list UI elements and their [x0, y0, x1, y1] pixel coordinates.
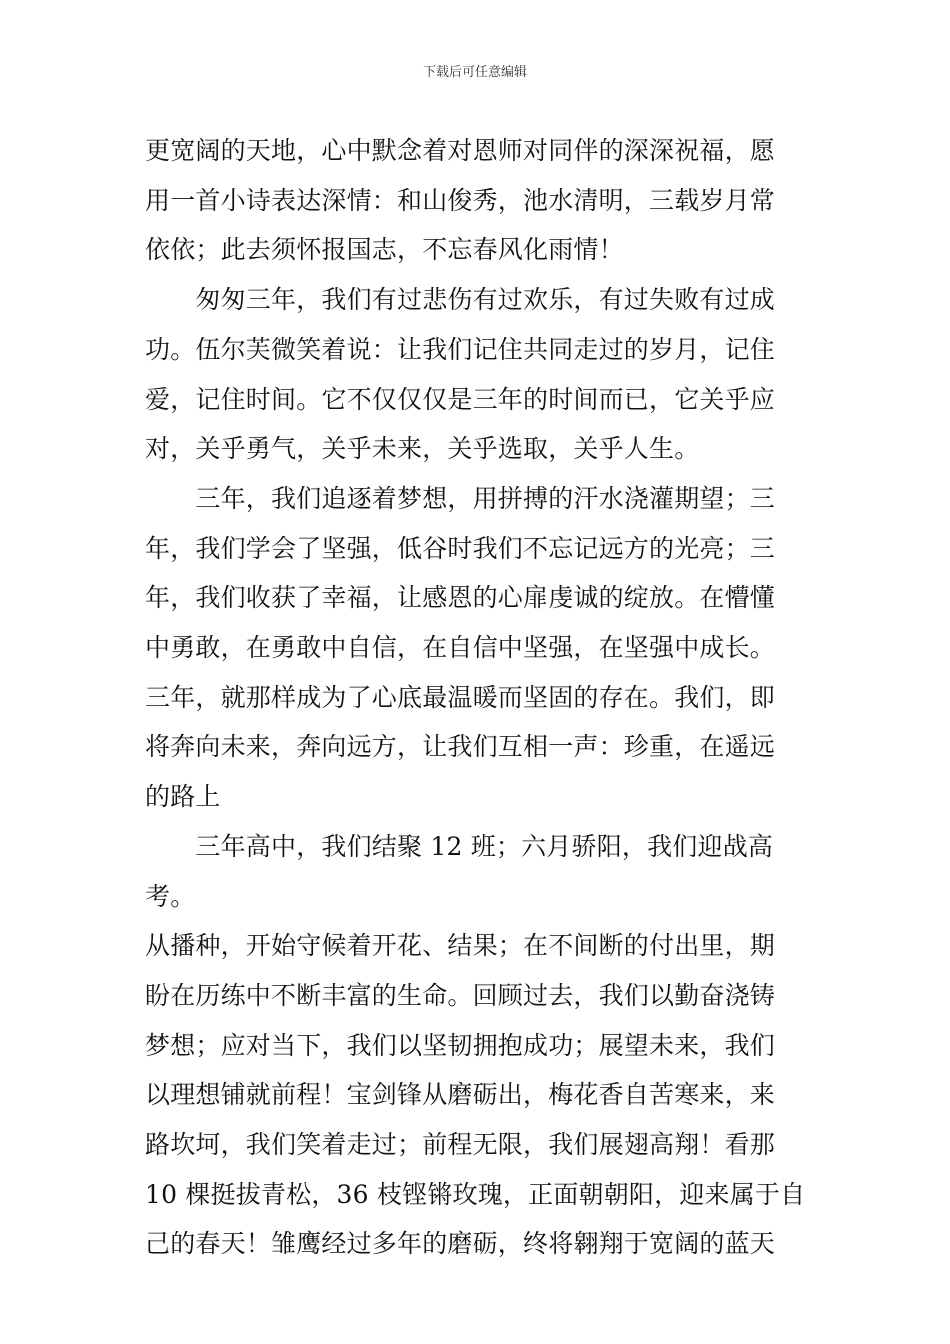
page-header-note: 下载后可任意编辑: [422, 65, 527, 80]
paragraph-2: 匆匆三年，我们有过悲伤有过欢乐，有过失败有过成 功。伍尔芙微笑着说：让我们记住共同走过的岁月，记住 爱，记住时间。它不仅仅仅是三年的时间而已，它关乎应 对，关乎勇气，关乎未来，关乎选取，关乎人生。: [145, 285, 776, 464]
paragraph-1: 更宽阔的天地，心中默念着对恩师对同伴的深深祝福，愿 用一首小诗表达深情：和山俊秀，池水清明，三载岁月常 依依；此去须怀报国志，不忘春风化雨情！: [145, 136, 776, 265]
document-body: [145, 126, 807, 1269]
paragraph-3: 三年，我们追逐着梦想，用拼搏的汗水浇灌期望；三 年，我们学会了坚强，低谷时我们不忘记远方的光亮；三 年，我们收获了幸福，让感恩的心扉虔诚的绽放。在懵懂 中勇敢，在勇敢中自信，在自信中坚强，在坚强中成长。 三年，就那样成为了心底最温暖而坚固的存在。我们，即 将奔向未来，奔向远方，让我们互相一声：珍重，在遥远 的路上: [145, 483, 776, 812]
paragraph-4: 三年高中，我们结聚 12 班；六月骄阳，我们迎战高考。 从播种，开始守候着开花、结果；在不间断的付出里，期 盼在历练中不断丰富的生命。回顾过去，我们以勤奋浇铸 梦想；应对当下，我们以坚韧拥抱成功；展望未来，我们 以理想铺就前程！宝剑锋从磨砺出，梅花香自苦寒来，来 路坎坷，我们笑着走过；前程无限，我们展翅高翔！看那 10 棵挺拔青松，36 枝铿锵玫瑰，正面朝朝阳，迎来属于自 己的春天！雏鹰经过多年的磨砺，终将翱翔于宽阔的蓝天: [145, 831, 806, 1259]
